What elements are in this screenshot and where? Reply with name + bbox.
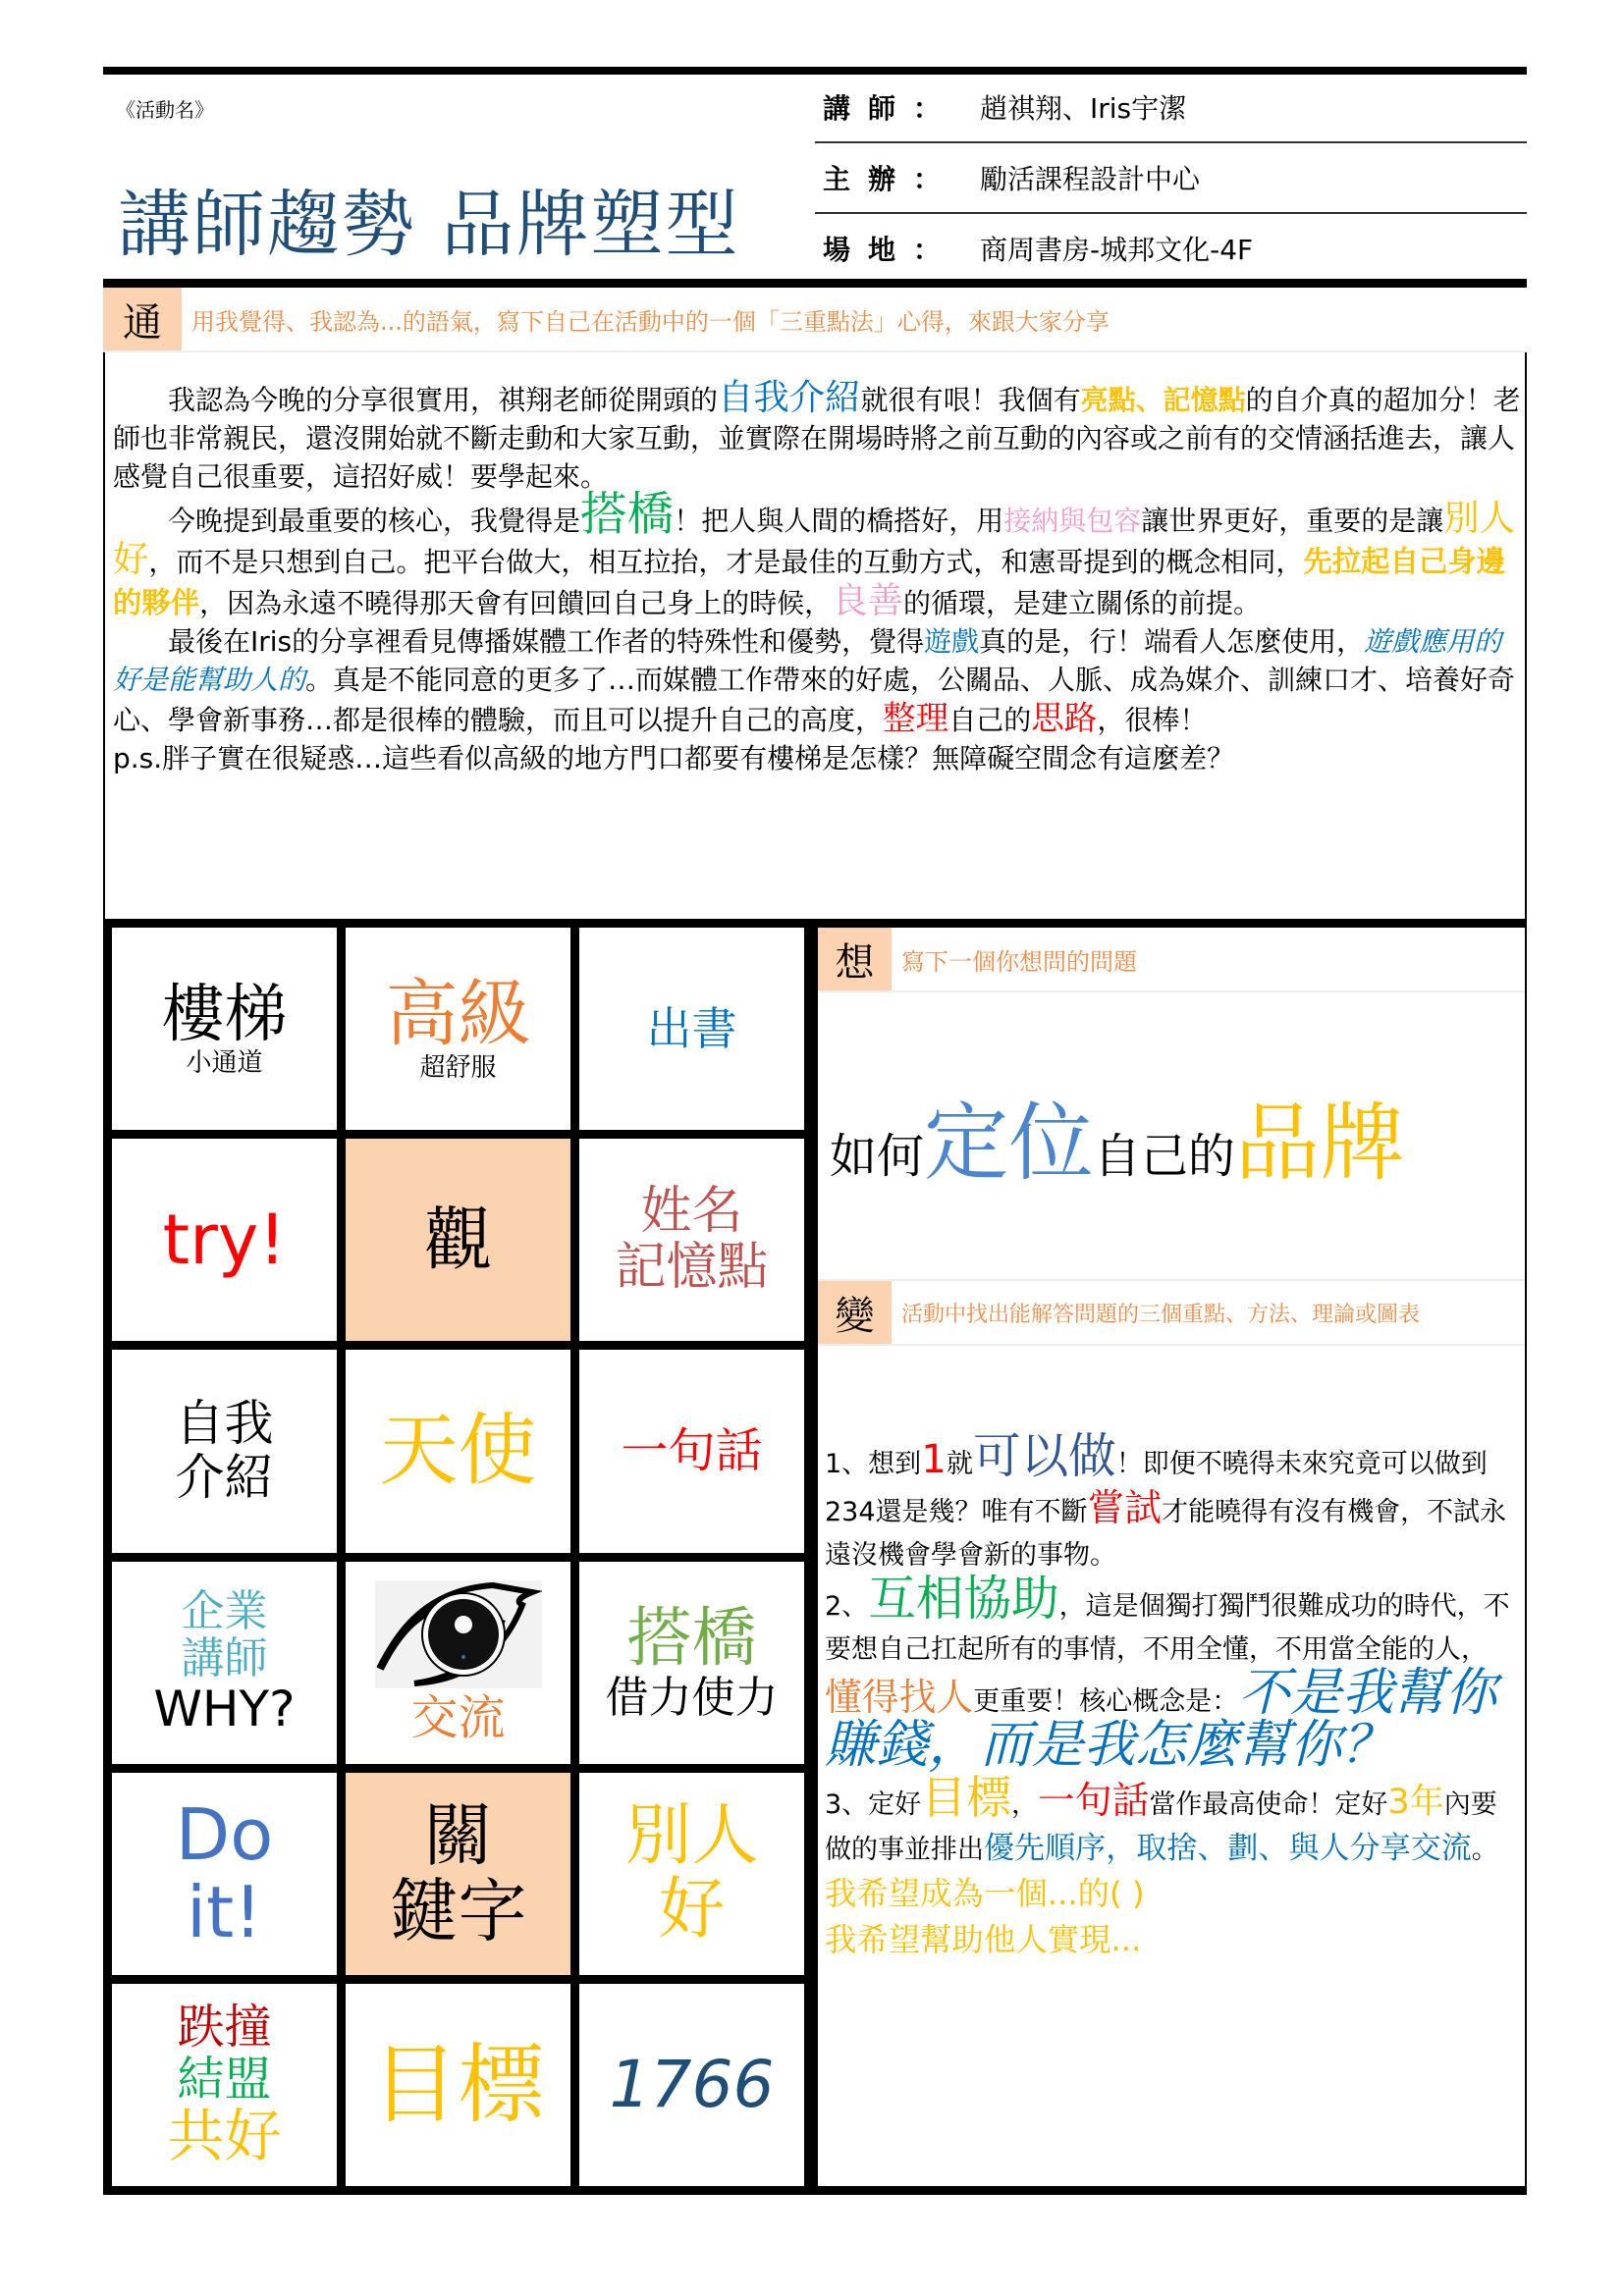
grid-cell [346, 928, 570, 1130]
header-rule [103, 279, 1527, 288]
text-segment: ，這是個獨打獨鬥很難成功的時代，不要想自己扛起所有的事情，不用全懂，不用當全能的人， [825, 1591, 1510, 1665]
text-segment: ！把人與人間的橋搭好，用 [674, 505, 1004, 537]
text-segment: ！即便不曉得未來究竟可以做到234還是幾？唯有不斷 [825, 1449, 1488, 1527]
grid-cell-text: 關 [423, 1794, 493, 1876]
grid-cell [579, 1350, 804, 1552]
grid-cell [579, 1984, 804, 2186]
grid-cell [112, 1350, 337, 1552]
text-segment: 的循環，是建立關係的前提。 [902, 587, 1261, 619]
highlighted-text: 一句話 [1037, 1779, 1150, 1822]
divider [815, 212, 1527, 214]
text-segment: 內要做的事並排出 [825, 1789, 1497, 1865]
grid-cell-text: 觀 [423, 1199, 493, 1280]
grid-cell [579, 1773, 804, 1975]
text-segment: 自己的 [948, 704, 1032, 736]
answer-item [825, 1872, 1517, 1918]
section-tong-prompt: 用我覺得、我認為...的語氣，寫下自己在活動中的一個「三重點法」心得，來跟大家分享 [191, 307, 1110, 336]
grid-cell-text: 天使 [379, 1405, 537, 1497]
highlighted-text: 遊戲 [924, 625, 980, 658]
highlighted-text: 整理 [883, 699, 949, 737]
text-segment: ，因為永遠不曉得那天會有回饋回自己身上的時候， [199, 587, 833, 619]
grid-cell-text: 交流 [410, 1689, 506, 1745]
grid-cell-text: WHY? [153, 1681, 296, 1738]
text-segment: ，很棒！ [1097, 704, 1208, 736]
grid-cell-text: 高級 [385, 972, 531, 1057]
highlighted-text: 思路 [1031, 699, 1098, 737]
grid-cell [346, 1984, 570, 2186]
text-segment: 才能曉得有沒有機會，不試永遠沒機會學會新的事物。 [825, 1497, 1507, 1571]
highlighted-text: 懂得找人 [825, 1676, 974, 1719]
text-segment: 我認為今晚的分享很實用，祺翔老師從開頭的 [168, 384, 719, 416]
info-row-venue [823, 218, 1525, 279]
grid-cell-text: 記憶點 [615, 1238, 769, 1298]
activity-label: 《活動名》 [116, 98, 214, 122]
section-bian-prompt: 活動中找出能解答問題的三個重點、方法、理論或圖表 [901, 1302, 1421, 1327]
section-tong-header [103, 288, 1527, 352]
info-label: 場地： [823, 234, 959, 266]
grid-cell [112, 1773, 337, 1975]
grid-cell-text: try! [162, 1199, 287, 1280]
text-segment: 就 [946, 1449, 973, 1479]
text-segment: 就很有哏！我個有 [860, 384, 1081, 416]
text-segment: 最後在Iris的分享裡看見傳播媒體工作者的特殊性和優勢，覺得 [168, 625, 925, 658]
text-segment: 。真是不能同意的更多了…而媒體工作帶來的好處，公關品、人脈、成為媒介、訓練口才、培養好奇心、學會新事務…都是很棒的體驗，而且可以提升自己的高度， [113, 664, 1516, 736]
highlighted-text: 我希望幫助他人實現... [825, 1921, 1142, 1958]
section-xiang-icon: 想 [818, 928, 892, 990]
text-segment: 更重要！核心概念是： [973, 1686, 1239, 1717]
section-bian-header [818, 1279, 1525, 1346]
grid-cell-text: 共好 [167, 2102, 282, 2169]
grid-cell-text: 搭橋 [626, 1600, 757, 1677]
grid-cell-text: 跌撞 [177, 2000, 272, 2056]
highlighted-text: 亮點、記憶點 [1080, 384, 1246, 416]
answer-item [825, 1918, 1517, 1964]
grid-cell-text: 姓名 [640, 1182, 743, 1242]
mandala-grid [103, 919, 813, 2195]
answer-item [825, 1572, 1517, 1776]
highlighted-text: 自我介紹 [718, 376, 861, 418]
grid-cell-text: 樓梯 [161, 978, 288, 1051]
highlighted-text: 接納與包容 [1003, 505, 1142, 537]
highlighted-text: 可以做 [972, 1429, 1116, 1484]
grid-cell-text: Do [175, 1792, 274, 1876]
highlighted-text: 別人好 [113, 497, 1516, 580]
grid-cell-text: 出書 [646, 1001, 737, 1055]
section-tong-icon: 通 [103, 288, 182, 350]
grid-cell-text: 超舒服 [419, 1053, 497, 1084]
highlighted-text: 不是我幫你賺錢，而是我怎麼幫你？ [825, 1663, 1497, 1775]
text-segment: 。 [1471, 1835, 1498, 1865]
text-segment: 1、想到 [825, 1449, 922, 1479]
highlighted-text: 先拉起自己身邊的夥伴 [113, 545, 1506, 619]
text-segment: 真的是，行！端看人怎麼使用， [979, 625, 1365, 658]
info-value: 勵活課程設計中心 [980, 163, 1201, 195]
highlighted-text: 嘗試 [1087, 1486, 1163, 1529]
grid-cell-text: 介紹 [175, 1449, 274, 1507]
grid-cell [579, 1562, 804, 1764]
info-row-lecturer [823, 77, 1525, 137]
grid-cell-text: 自我 [175, 1395, 274, 1453]
text-segment: 讓世界更好，重要的是讓 [1141, 505, 1444, 537]
text-segment: ，而不是只想到自己。把平台做大，相互拉抬，才是最佳的互動方式，和憲哥提到的概念相同， [148, 546, 1304, 578]
answer-item [825, 1771, 1517, 1872]
info-label: 主辦： [823, 163, 959, 195]
grid-cell-center [346, 1773, 570, 1975]
grid-cell [346, 1562, 570, 1764]
section-xiang-prompt: 寫下一個你想問的問題 [901, 947, 1137, 976]
text-segment: p.s.胖子實在很疑惑…這些看似高級的地方門口都要有樓梯是怎樣？無障礙空間念有這麼差？ [113, 742, 1235, 774]
section-bian-icon: 變 [818, 1281, 892, 1344]
highlighted-text: 1 [921, 1435, 947, 1482]
grid-cell [112, 928, 337, 1130]
grid-cell [112, 1984, 337, 2186]
highlighted-text: 品牌 [1234, 1095, 1405, 1193]
info-row-organizer [823, 147, 1525, 208]
eye-icon [375, 1580, 542, 1692]
highlighted-text: 遊戲應用的好是能幫助人的 [113, 625, 1502, 696]
grid-cell-text: 鍵字 [389, 1870, 527, 1951]
grid-cell-text: 結盟 [177, 2052, 272, 2108]
grid-cell-center [346, 1139, 570, 1341]
text-segment: 2、 [825, 1591, 869, 1622]
grid-cell-text: 講師 [181, 1633, 268, 1684]
grid-cell-text: 借力使力 [605, 1672, 779, 1723]
grid-cell-text: 目標 [371, 2033, 545, 2135]
text-segment: ， [1010, 1789, 1038, 1820]
answer-item [825, 1429, 1517, 1577]
grid-cell-text: it! [186, 1870, 263, 1953]
page-title: 講師趨勢 品牌塑型 [118, 183, 740, 267]
grid-cell [579, 1139, 804, 1341]
highlighted-text: 3年 [1387, 1782, 1444, 1822]
text-segment: 3、定好 [825, 1789, 922, 1820]
question-text [830, 1075, 1517, 1197]
highlighted-text: 如何 [830, 1129, 925, 1184]
reflection-paragraph [113, 622, 1522, 739]
divider [815, 141, 1527, 143]
reflection-paragraph [113, 378, 1522, 496]
grid-cell [112, 1139, 337, 1341]
reflection-text [113, 378, 1522, 777]
text-segment: 今晚提到最重要的核心，我覺得是 [168, 505, 581, 537]
reflection-paragraph [113, 739, 1522, 777]
grid-cell [579, 928, 804, 1130]
top-rule [103, 67, 1527, 75]
highlighted-text: 搭橋 [580, 488, 675, 542]
highlighted-text: 良善 [832, 579, 903, 621]
info-label: 講師： [823, 92, 959, 125]
grid-cell-text: 一句話 [621, 1423, 763, 1479]
text-segment: 當作最高使命！定好 [1149, 1789, 1388, 1820]
grid-cell-text: 小通道 [186, 1047, 263, 1078]
answers-list [825, 1429, 1517, 1964]
grid-cell-text: 別人 [624, 1796, 759, 1875]
section-xiang-header [818, 928, 1525, 992]
text-segment: 的自介真的超加分！老師也非常親民，還沒開始就不斷走動和大家互動，並實際在開場時將之前互動的內容或之前有的交情涵括進去，讓人感覺自己很重要，這招好威！要學起來。 [113, 384, 1521, 493]
highlighted-text: 優先順序，取捨、劃、與人分享交流 [984, 1831, 1472, 1866]
grid-cell [346, 1350, 570, 1552]
highlighted-text: 我希望成為一個...的( ) [825, 1875, 1145, 1912]
grid-cell [112, 1562, 337, 1764]
grid-cell-text: 1766 [609, 2046, 775, 2122]
info-value: 商周書房-城邦文化-4F [980, 234, 1254, 266]
highlighted-text: 定位 [924, 1095, 1094, 1193]
info-value: 趙祺翔、Iris宇潔 [980, 92, 1187, 125]
highlighted-text: 自己的 [1093, 1129, 1235, 1184]
grid-cell-text: 好 [658, 1870, 726, 1949]
highlighted-text: 互相協助 [868, 1572, 1059, 1627]
highlighted-text: 目標 [921, 1771, 1011, 1824]
grid-cell-text: 企業 [181, 1585, 268, 1636]
reflection-paragraph [113, 488, 1522, 622]
